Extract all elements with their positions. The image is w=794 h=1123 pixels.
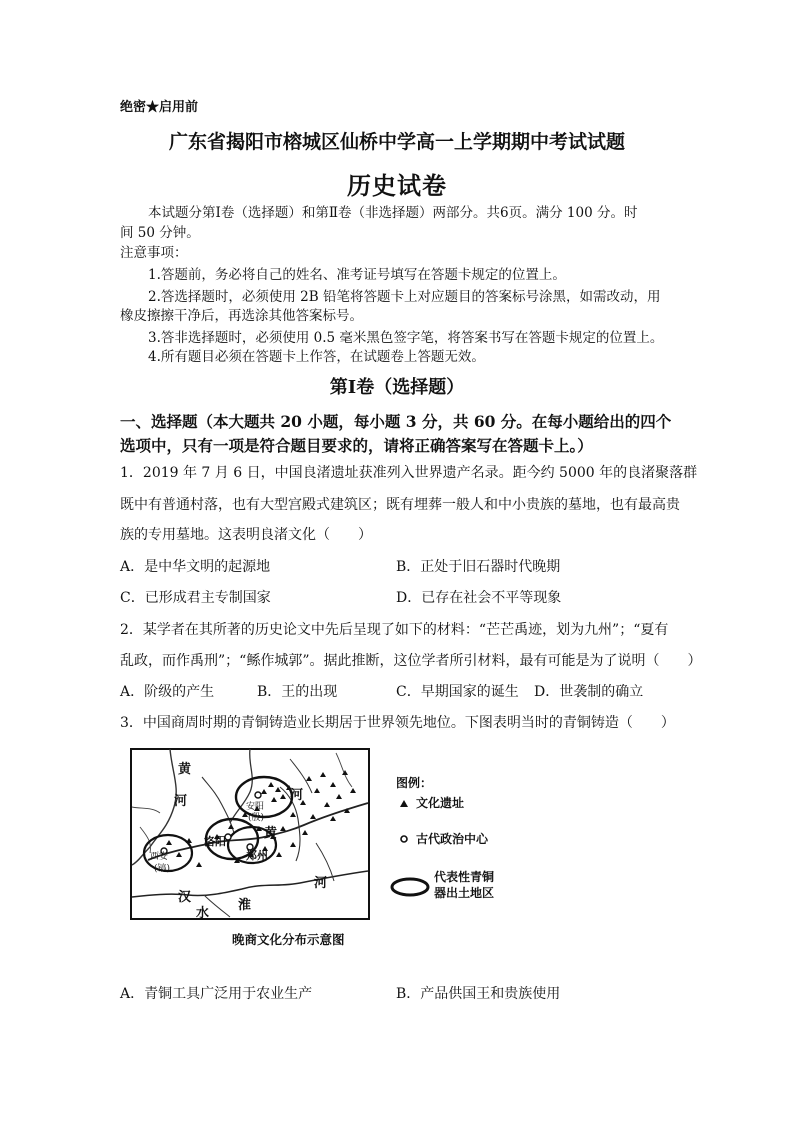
legend-site-label: 文化遗址 [416, 796, 465, 810]
note-3: 3.答非选择题时，必须使用 0.5 毫米黑色签字笔，将答案书写在答题卡规定的位置上。 [148, 330, 664, 346]
part-instruction-1: 一、选择题（本大题共 20 小题，每小题 3 分，共 60 分。在每小题给出的四个 [120, 412, 672, 431]
legend-triangle-icon [400, 800, 408, 807]
political-center-anyang [255, 792, 261, 798]
q2-stem-1: 2．某学者在其所著的历史论文中先后呈现了如下的材料：“芒芒禹迹，划为九州”；“夏有 [120, 622, 669, 638]
map-label-he: 河 [174, 794, 188, 809]
q3-option-b: B．产品供国王和贵族使用 [396, 986, 561, 1002]
map-label-he: 河 [290, 788, 304, 803]
intro-line-1: 本试题分第Ⅰ卷（选择题）和第Ⅱ卷（非选择题）两部分。共6页。满分 100 分。时 [148, 205, 638, 221]
notes-title: 注意事项： [120, 245, 188, 261]
part-instruction-2: 选项中，只有一项是符合题目要求的，请将正确答案写在答题卡上。） [120, 436, 593, 455]
map-label-han: 汉 [178, 890, 192, 905]
section-title: 第Ⅰ卷（选择题） [329, 377, 465, 398]
q1-option-c: C．已形成君主专制国家 [120, 590, 271, 606]
map-label-huang: 黄 [178, 762, 192, 777]
map-label-luoyang: 洛阳 [204, 835, 226, 848]
legend-area-icon [392, 879, 428, 895]
map-label-huai: 淮 [238, 898, 252, 913]
q1-stem-1: 1．2019 年 7 月 6 日，中国良渚遗址获准列入世界遗产名录。距今约 5000 年的良渚聚落群 [120, 465, 698, 481]
exam-subtitle: 历史试卷 [347, 171, 447, 200]
map-label-hao: (镐) [154, 864, 171, 874]
q2-option-b: B．王的出现 [257, 684, 338, 700]
intro-line-2: 间 50 分钟。 [120, 225, 200, 241]
late-shang-culture-map [130, 747, 500, 922]
q2-option-d: D．世袭制的确立 [534, 684, 644, 700]
map-label-huang-river: 黄 [264, 826, 278, 841]
q1-stem-2: 既中有普通村落，也有大型宫殿式建筑区；既有埋葬一般人和中小贵族的墓地，也有最高贵 [120, 497, 680, 513]
legend-center-icon [401, 836, 407, 842]
note-4: 4.所有题目必须在答题卡上作答，在试题卷上答题无效。 [148, 349, 485, 365]
map-label-yin: (殷) [248, 813, 265, 823]
legend-area-label-1: 代表性青铜 [434, 870, 495, 884]
confidential-mark: 绝密★启用前 [120, 100, 199, 115]
map-label-he: 河 [314, 876, 328, 891]
q1-stem-3: 族的专用墓地。这表明良渚文化（ ） [120, 527, 372, 543]
q1-option-a: A．是中华文明的起源地 [120, 559, 271, 575]
map-caption: 晚商文化分布示意图 [232, 932, 345, 947]
map-label-xian: 西安 [150, 852, 169, 862]
legend-title: 图例： [396, 776, 433, 790]
q3-option-a: A．青铜工具广泛用于农业生产 [120, 986, 313, 1002]
q2-stem-2: 乱政，而作禹刑”；“鲧作城郭”。据此推断，这位学者所引材料，最有可能是为了说明（ ） [120, 653, 702, 669]
map-label-zhengzhou: 郑州 [246, 849, 268, 862]
q1-option-d: D．已存在社会不平等现象 [396, 590, 562, 606]
q2-option-c: C．早期国家的诞生 [396, 684, 519, 700]
exam-title: 广东省揭阳市榕城区仙桥中学高一上学期期中考试试题 [168, 131, 625, 153]
q3-stem-1: 3．中国商周时期的青铜铸造业长期居于世界领先地位。下图表明当时的青铜铸造（ ） [120, 715, 675, 731]
note-2: 2.答选择题时，必须使用 2B 铅笔将答题卡上对应题目的答案标号涂黑，如需改动，用 [148, 289, 661, 305]
note-1: 1.答题前，务必将自己的姓名、准考证号填写在答题卡规定的位置上。 [148, 267, 566, 283]
note-2-cont: 橡皮擦擦干净后，再选涂其他答案标号。 [120, 308, 363, 324]
q1-option-b: B．正处于旧石器时代晚期 [396, 559, 561, 575]
legend-area-label-2: 器出土地区 [434, 886, 495, 900]
q2-option-a: A．阶级的产生 [120, 684, 215, 700]
map-label-shui: 水 [196, 906, 210, 921]
legend-center-label: 古代政治中心 [416, 832, 489, 846]
map-label-anyang: 安阳 [246, 802, 265, 812]
